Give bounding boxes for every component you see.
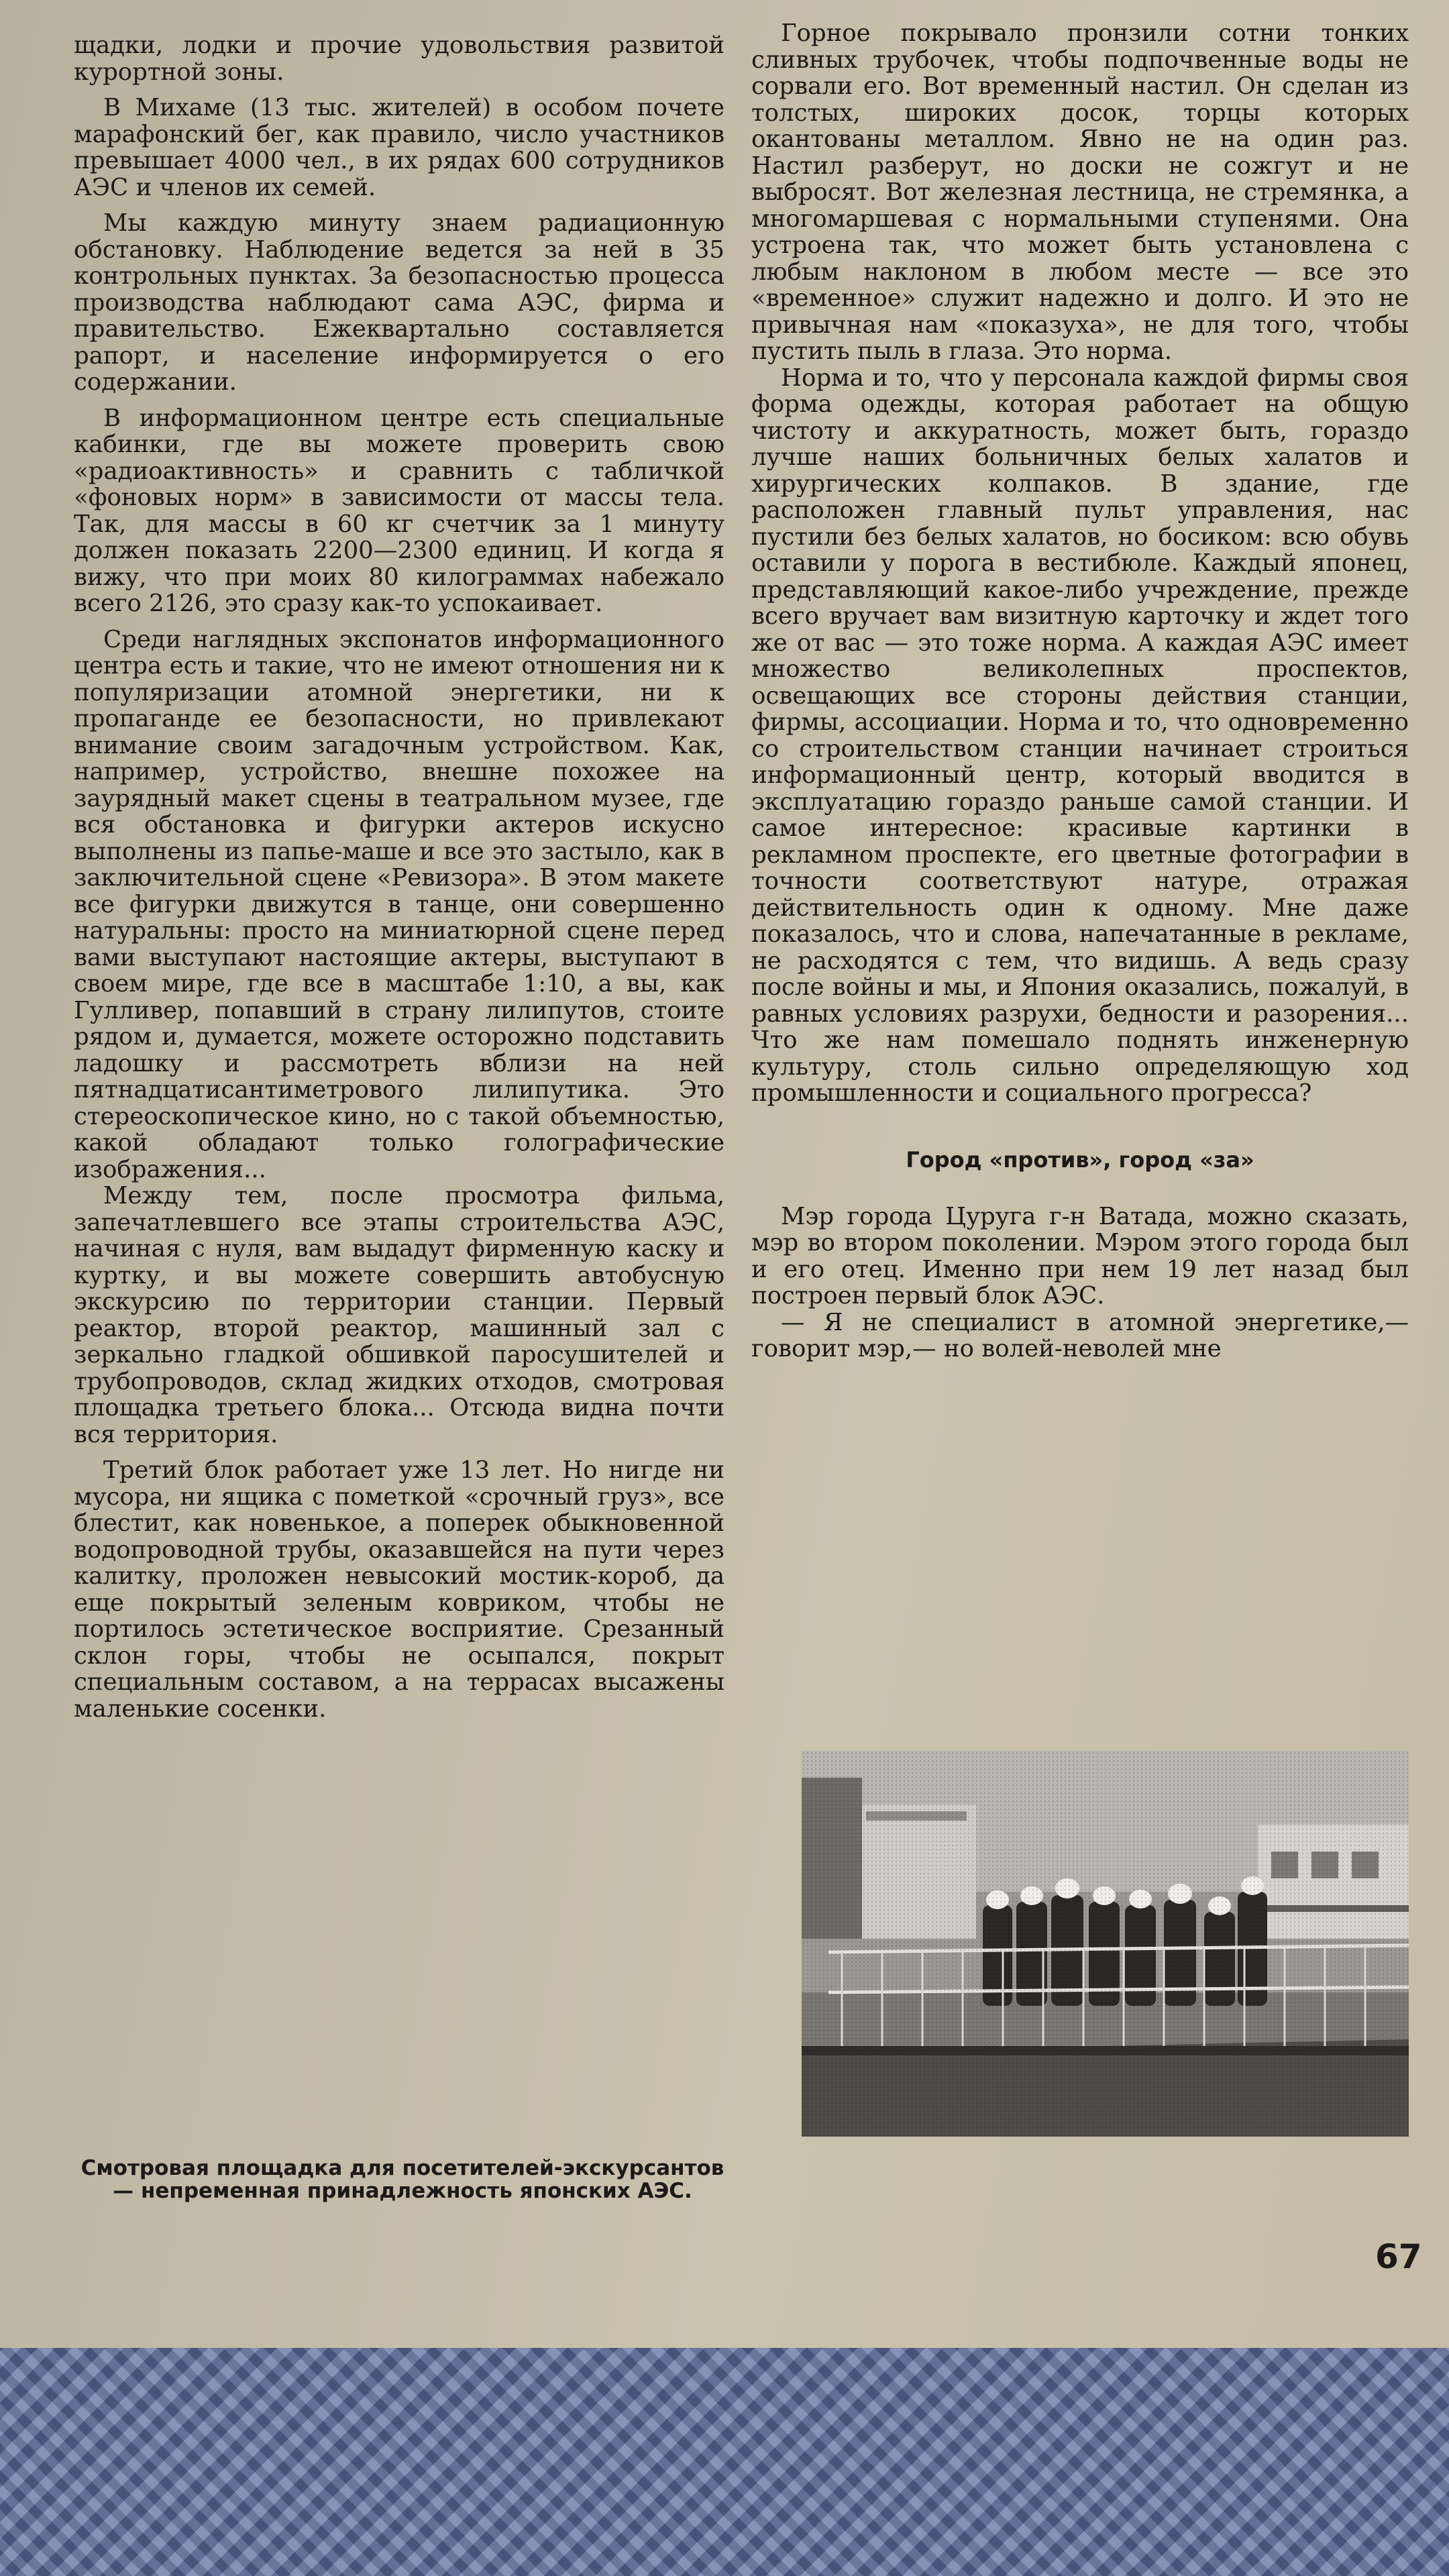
paragraph: Между тем, после просмотра фильма, запечатлевшего все этапы строительства АЭС, начиная с нуля, вам выдадут фирменную каску и куртку, и вы можете совершить автобусную экскурсию по территории станции. Первый реактор, второй реактор, машинный зал с зеркально гладкой обшивкой паросушителей и трубопроводов, склад жидких отходов, смотровая площадка третьего блока... Отсюда видна почти вся территория.	[74, 1182, 724, 1448]
paragraph: Мэр города Цуруга г-н Ватада, можно сказать, мэр во втором поколении. Мэром этого города был и его отец. Именно при нем 19 лет назад был построен первый блок АЭС.	[751, 1202, 1409, 1309]
page-number: 67	[1375, 2237, 1422, 2276]
paragraph: Среди наглядных экспонатов информационного центра есть и такие, что не имеют отношения ни к популяризации атомной энергетики, ни к пропаганде ее безопасности, но привлекают внимание своим загадочным устройством. Как, например, устройство, внешне похожее на заурядный макет сцены в театральном музее, где вся обстановка и фигурки актеров искусно выполнены из папье-маше и все это застыло, как в заключительной сцене «Ревизора». В этом макете все фигурки движутся в танце, они совершенно натуральны: просто на миниатюрной сцене перед вами выступают настоящие актеры, выступают в своем мире, где все в масштабе 1:10, а вы, как Гулливер, попавший в страну лилипутов, стоите рядом и, думается, можете осторожно подставить ладошку и рассмотреть вблизи на ней пятнадцатисантиметрового лилипутика. Это стереоскопическое кино, но с такой объемностью, какой обладают только голографические изображения...	[74, 625, 724, 1183]
left-column	[74, 32, 724, 1722]
paragraph: Норма и то, что у персонала каждой фирмы своя форма одежды, которая работает на общую чистоту и аккуратность, может быть, гораздо лучше наших больничных белых халатов и хирургических колпаков. В здание, где расположен главный пульт управления, нас пустили без белых халатов, но босиком: всю обувь оставили у порога в вестибюле. Каждый японец, представляющий какое-либо учреждение, прежде всего вручает вам визитную карточку и ждет того же от вас — это тоже норма. А каждая АЭС имеет множество великолепных проспектов, освещающих все стороны действия станции, фирмы, ассоциации. Норма и то, что одновременно со строительством станции начинает строиться информационный центр, который вводится в эксплуатацию гораздо раньше самой станции. И самое интересное: красивые картинки в рекламном проспекте, его цветные фотографии в точности соответствуют натуре, отражая действительность один к одному. Мне даже показалось, что и слова, напечатанные в рекламе, не расходятся с тем, что видишь. А ведь сразу после войны и мы, и Япония оказались, пожалуй, в равных условиях разрухи, бедности и разорения... Что же нам помешало поднять инженерную культуру, столь сильно определяющую ход промышленности и социального прогресса?	[751, 364, 1409, 1107]
paragraph: В информационном центре есть специальные кабинки, где вы можете проверить свою «радиоактивность» и сравнить с табличкой «фоновых норм» в зависимости от массы тела. Так, для массы в 60 кг счетчик за 1 минуту должен показать 2200—2300 единиц. И когда я вижу, что при моих 80 килограммах набежало всего 2126, это сразу как-то успокаивает.	[74, 404, 724, 617]
right-column	[751, 20, 1409, 1362]
section-subheading: Город «против», город «за»	[906, 1146, 1254, 1173]
photo-caption: Смотровая площадка для посетителей-экскурсантов — непременная принадлежность японских АЭС.	[80, 2156, 724, 2203]
paragraph: — Я не специалист в атомной энергетике,— говорит мэр,— но волей-неволей мне	[751, 1308, 1409, 1362]
paragraph: Горное покрывало пронзили сотни тонких сливных трубочек, чтобы подпочвенные воды не сорвали его. Вот временный настил. Он сделан из толстых, широких досок, торцы которых окантованы металлом. Явно не на один раз. Настил разберут, но доски не сожгут и не выбросят. Вот железная лестница, не стремянка, а многомаршевая с нормальными ступенями. Она устроена так, что может быть установлена с любым наклоном в любом месте — все это «временное» служит надежно и долго. И это не привычная нам «показуха», не для того, чтобы пустить пыль в глаза. Это норма.	[751, 19, 1409, 365]
photo-observation-deck	[802, 1751, 1409, 2137]
paragraph: Третий блок работает уже 13 лет. Но нигде ни мусора, ни ящика с пометкой «срочный груз», все блестит, как новенькое, а поперек обыкновенной водопроводной трубы, оказавшейся на пути через калитку, проложен невысокий мостик-короб, да еще покрытый зеленым ковриком, чтобы не портилось эстетическое восприятие. Срезанный склон горы, чтобы не осыпался, покрыт специальным составом, а на террасах высажены маленькие сосенки.	[74, 1456, 724, 1723]
paragraph: Мы каждую минуту знаем радиационную обстановку. Наблюдение ведется за ней в 35 контрольных пунктах. За безопасностью процесса производства наблюдают сама АЭС, фирма и правительство. Ежеквартально составляется рапорт, и население информируется о его содержании.	[74, 209, 724, 396]
paragraph: щадки, лодки и прочие удовольствия развитой курортной зоны.	[74, 32, 724, 86]
tablecloth-background	[0, 2348, 1449, 2576]
paragraph: В Михаме (13 тыс. жителей) в особом почете марафонский бег, как правило, число участников превышает 4000 чел., в их рядах 600 сотрудников АЭС и членов их семей.	[74, 94, 724, 201]
observation-deck-photo-illustration	[802, 1751, 1409, 2137]
